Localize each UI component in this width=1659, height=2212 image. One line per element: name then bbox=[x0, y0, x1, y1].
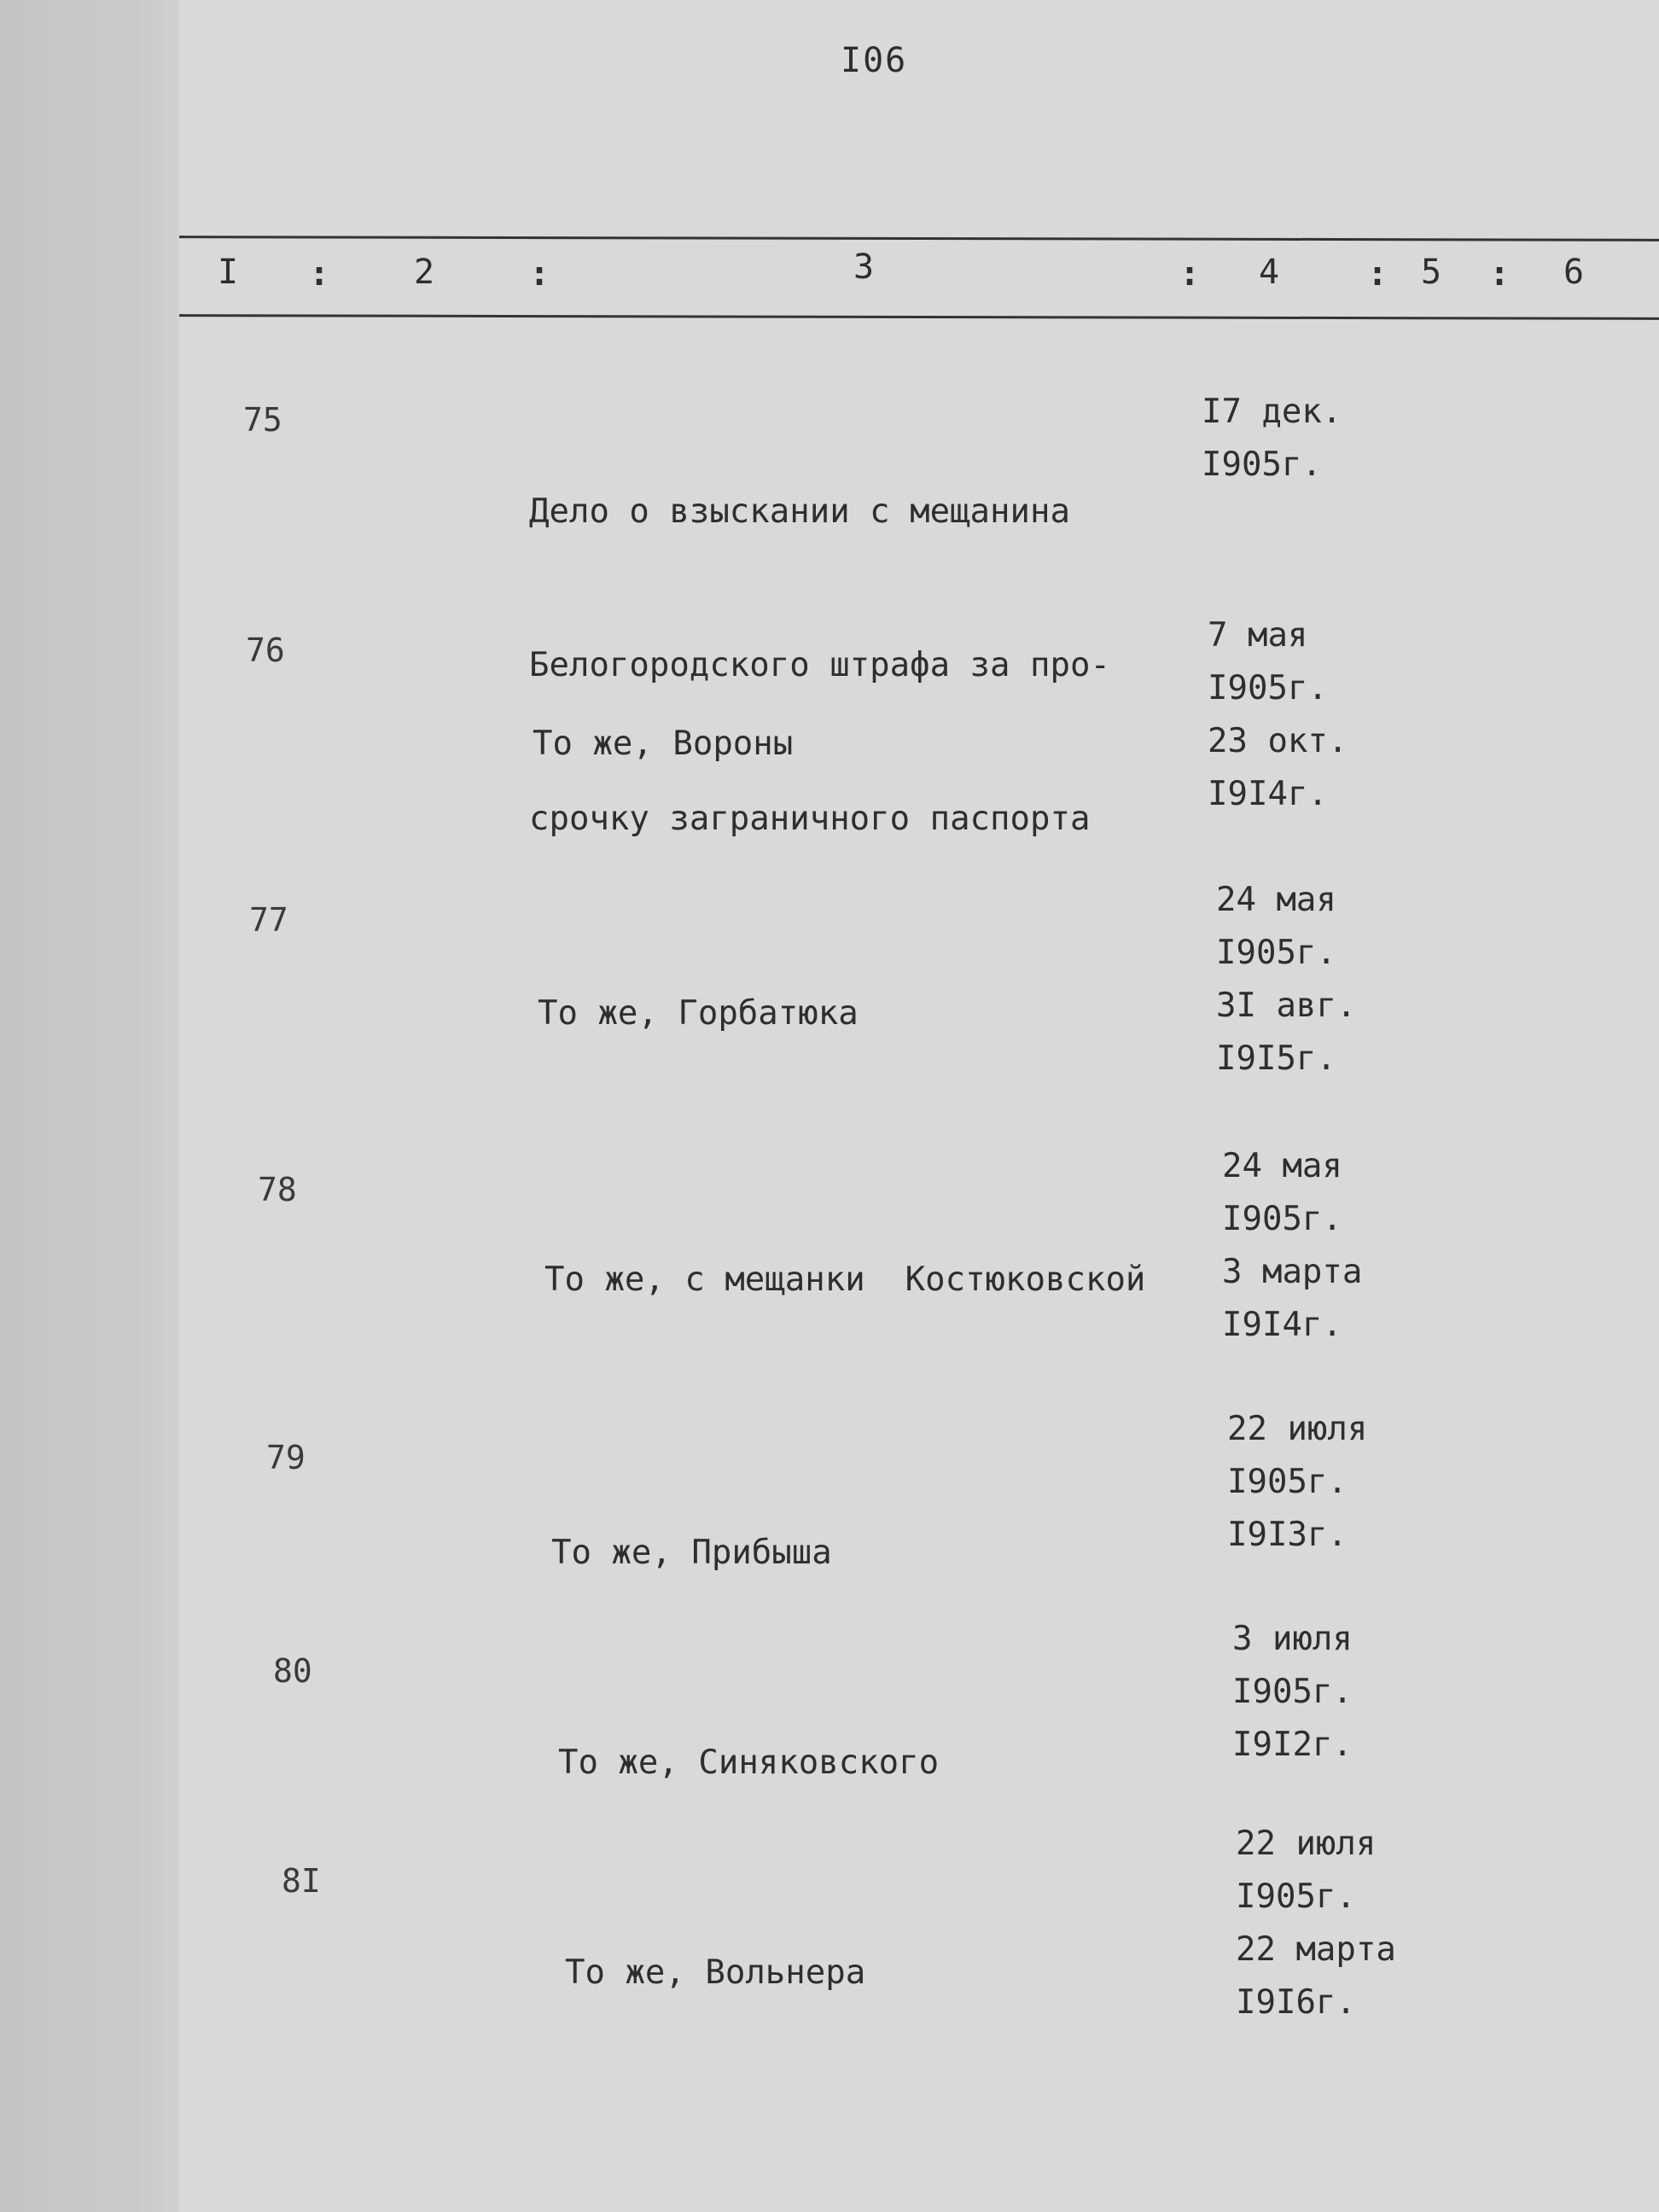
entry-number: 79 bbox=[266, 1439, 306, 1476]
entry-title: То же, с мещанки Костюковской bbox=[544, 1260, 1146, 1299]
entry-title: То же, Вольнера bbox=[565, 1953, 866, 1992]
entry-title: То же, Прибыша bbox=[551, 1534, 832, 1572]
column-header-2: 2 bbox=[414, 253, 435, 292]
entry-title: Дело о взыскании с мещанина Белогородского штрафа за про- срочку заграничного паспорта bbox=[529, 492, 1110, 838]
entry-dates: 22 июля I905г. 22 марта I9I6г. bbox=[1236, 1825, 1396, 2022]
document-sheet bbox=[179, 0, 1659, 2212]
entry-title: То же, Горбатюка bbox=[538, 994, 859, 1033]
entry-dates: I7 дек. I905г. bbox=[1202, 393, 1342, 484]
column-separator: : bbox=[1367, 254, 1388, 294]
entry-number: 8I bbox=[282, 1862, 321, 1900]
column-separator: : bbox=[1489, 254, 1511, 294]
entry-number: 77 bbox=[249, 901, 288, 939]
page-margin-shadow bbox=[0, 0, 183, 2212]
entry-dates: 24 мая I905г. 3I авг. I9I5г. bbox=[1216, 881, 1357, 1078]
entry-dates: 3 июля I905г. I9I2г. bbox=[1232, 1620, 1353, 1764]
column-header-1: I bbox=[218, 253, 239, 292]
column-separator: : bbox=[529, 254, 550, 294]
column-header-5: 5 bbox=[1421, 253, 1442, 292]
entry-title: То же, Вороны bbox=[533, 725, 794, 763]
column-header-6: 6 bbox=[1563, 253, 1585, 292]
column-separator: : bbox=[1179, 254, 1201, 294]
entry-dates: 24 мая I905г. 3 марта I9I4г. bbox=[1222, 1147, 1363, 1344]
page-number: I06 bbox=[841, 41, 908, 80]
entry-title: То же, Синяковского bbox=[558, 1743, 940, 1782]
entry-number: 80 bbox=[273, 1652, 312, 1690]
column-separator: : bbox=[309, 254, 330, 294]
entry-dates: 7 мая I905г. 23 окт. I9I4г. bbox=[1208, 616, 1348, 813]
entry-dates: 22 июля I905г. I9I3г. bbox=[1227, 1410, 1368, 1554]
entry-number: 78 bbox=[258, 1171, 297, 1208]
column-header-3: 3 bbox=[853, 247, 875, 287]
column-header-4: 4 bbox=[1259, 253, 1280, 292]
entry-number: 76 bbox=[246, 632, 285, 669]
entry-number: 75 bbox=[243, 401, 282, 439]
